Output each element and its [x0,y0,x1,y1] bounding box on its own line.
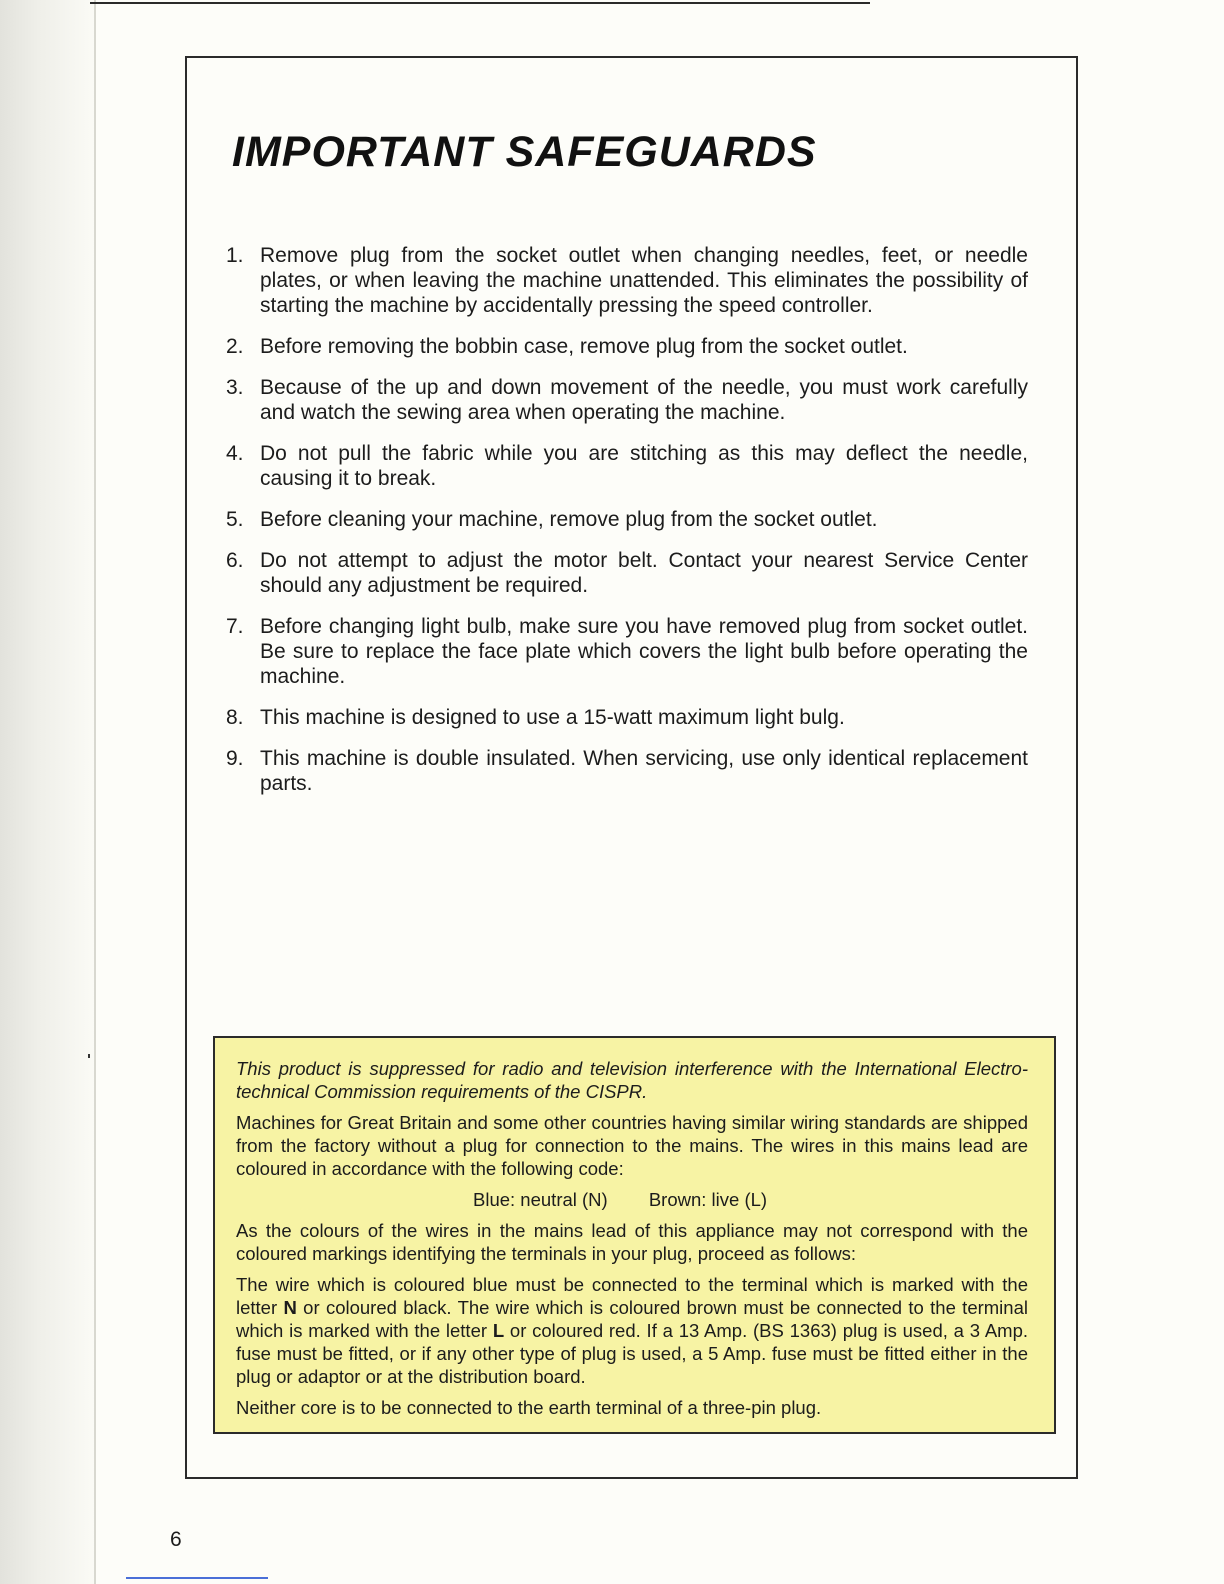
item-number: 6. [226,549,244,572]
wiring-instructions [236,1273,1028,1388]
safeguard-item [226,375,1028,425]
safeguard-item [226,243,1028,318]
earth-note: Neither core is to be connected to the earth terminal of a three-pin plug. [236,1397,822,1418]
item-text: Do not pull the fabric while you are stitching as this may deflect the needle, causing it to break. [260,442,1028,490]
brown-wire-code: Brown: live (L) [648,1189,768,1210]
item-text: Because of the up and down movement of the needle, you must work carefully and watch the sewing area when operating the machine. [260,376,1028,424]
letter-n: N [283,1297,297,1318]
wiring-notice-box [213,1036,1056,1434]
binding-line [94,0,96,1584]
item-text: This machine is double insulated. When servicing, use only identical replacement parts. [260,747,1028,795]
blue-wire-code: Blue: neutral (N) [473,1189,608,1210]
item-number: 5. [226,508,244,531]
safeguard-item [226,705,1028,730]
item-text: Do not attempt to adjust the motor belt. Contact your nearest Service Center should any adjustment be required. [260,549,1028,597]
item-number: 4. [226,442,244,465]
safeguard-item [226,334,1028,359]
page-binding-edge [0,0,96,1584]
item-number: 3. [226,376,244,399]
item-text: Before removing the bobbin case, remove plug from the socket outlet. [260,335,908,358]
page-number: 6 [170,1528,182,1551]
letter-l: L [492,1320,505,1341]
safeguard-item [226,441,1028,491]
shipping-note: Machines for Great Britain and some other countries having similar wiring standards are shipped from the factory without a plug for connection to the mains. The wires in this mains lead are coloured in accordance with the following code: [236,1112,1028,1179]
item-number: 7. [226,615,244,638]
item-text: Before changing light bulb, make sure you have removed plug from socket outlet. Be sure to replace the face plate which covers the light bulb before operating the machine. [260,615,1028,688]
item-number: 9. [226,747,244,770]
item-number: 1. [226,244,244,267]
item-number: 2. [226,335,244,358]
safeguard-item [226,746,1028,796]
safeguards-list [226,243,1028,812]
safeguard-item [226,548,1028,598]
suppression-note: This product is suppressed for radio and television interference with the International Electro-technical Commission requirements of the CISPR. [236,1058,1028,1102]
colours-note: As the colours of the wires in the mains lead of this appliance may not correspond with the coloured markings identifying the terminals in your plug, proceed as follows: [236,1220,1028,1264]
item-text: This machine is designed to use a 15-watt maximum light bulg. [260,706,845,729]
wire-colour-code [236,1188,1028,1211]
page-title: IMPORTANT SAFEGUARDS [232,128,817,176]
safeguard-item [226,507,1028,532]
wiring-text-1: The wire which is coloured blue must be connected to the terminal which is marked with the letter [236,1274,1028,1318]
bottom-accent-line [126,1577,268,1579]
safeguard-item [226,614,1028,689]
top-rule [90,2,870,4]
margin-tick [88,1054,90,1058]
item-text: Remove plug from the socket outlet when changing needles, feet, or needle plates, or when leaving the machine unattended. This eliminates the possibility of starting the machine by accidentally pressing the speed controller. [260,244,1028,317]
wiring-text-3: or coloured red. If a 13 Amp. (BS 1363) plug is used, a 3 Amp. fuse must be fitted, or if any other type of plug is used, a 5 Amp. fuse must be fitted either in the plug or adaptor or at the distribution board. [236,1320,1028,1387]
wiring-text-2: or coloured black. The wire which is coloured brown must be connected to the terminal which is marked with the letter [236,1297,1028,1341]
item-text: Before cleaning your machine, remove plug from the socket outlet. [260,508,878,531]
item-number: 8. [226,706,244,729]
